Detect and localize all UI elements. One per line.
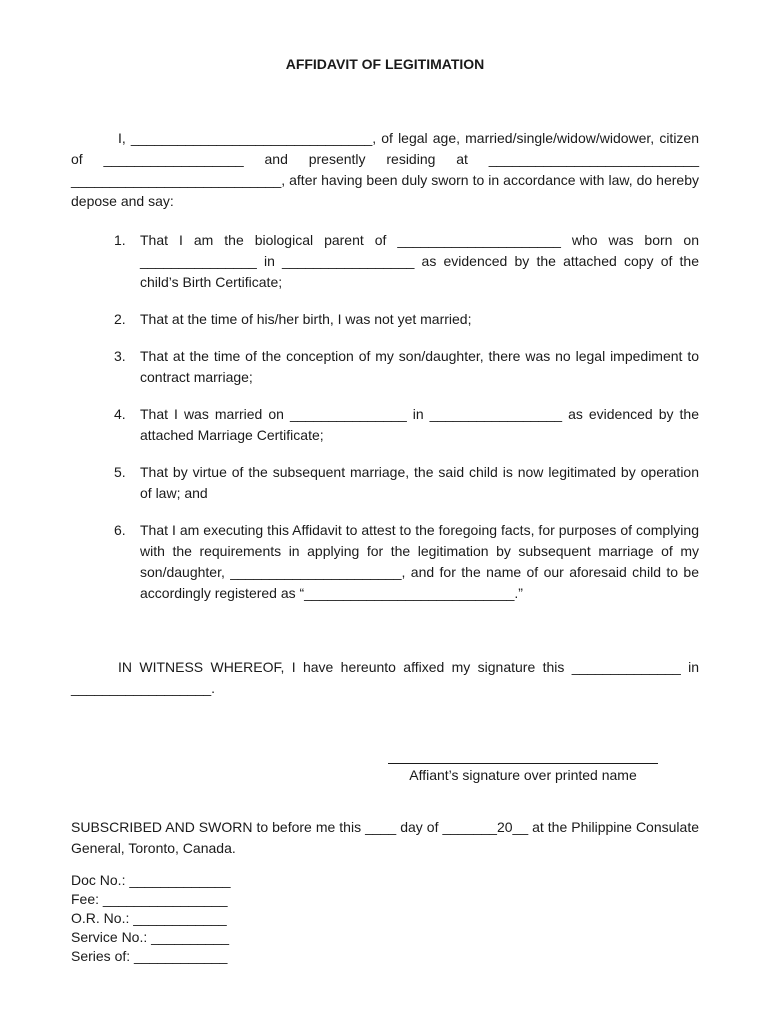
item-text: That at the time of the conception of my son/daughter, there was no legal impediment to contract marriage; <box>140 348 699 385</box>
item-text: That at the time of his/her birth, I was not yet married; <box>140 311 472 327</box>
signature-label: Affiant’s signature over printed name <box>409 767 637 783</box>
list-item <box>114 520 699 604</box>
fee-field: Fee: ________________ <box>71 891 228 907</box>
item-number: 6. <box>114 522 126 538</box>
witness-paragraph <box>71 657 699 699</box>
list-item <box>114 309 699 330</box>
item-text: That I am executing this Affidavit to attest to the foregoing facts, for purposes of complying with the requirements in applying for the legitimation by subsequent marriage of my son/daughter, ______________________, and for the name of our aforesaid child to be accordingly registered as “___________________________.” <box>140 522 699 601</box>
service-no-field: Service No.: __________ <box>71 929 229 945</box>
list-item <box>114 230 699 293</box>
or-no-field: O.R. No.: ____________ <box>71 910 227 926</box>
item-number: 4. <box>114 406 126 422</box>
item-number: 3. <box>114 348 126 364</box>
intro-paragraph <box>71 128 699 212</box>
item-text: That by virtue of the subsequent marriage, the said child is now legitimated by operation of law; and <box>140 464 699 501</box>
item-number: 2. <box>114 311 126 327</box>
item-number: 1. <box>114 232 126 248</box>
statements-list <box>114 230 699 620</box>
document-title: AFFIDAVIT OF LEGITIMATION <box>285 56 485 72</box>
item-text: That I was married on _______________ in _________________ as evidenced by the attached Marriage Certificate; <box>140 406 699 443</box>
item-number: 5. <box>114 464 126 480</box>
list-item <box>114 346 699 388</box>
list-item <box>114 462 699 504</box>
record-fields <box>71 871 371 966</box>
sworn-text: SUBSCRIBED AND SWORN to before me this ____ day of _______20__ at the Philippine Consulate General, Toronto, Canada. <box>71 819 699 856</box>
intro-text: I, _______________________________, of legal age, married/single/widow/widower, citizen of __________________ and presently residing at ___________________________ ___________________________, after having been duly sworn to in accordance with law, do hereby depose and say: <box>71 130 699 209</box>
signature-line <box>388 763 658 764</box>
series-of-field: Series of: ____________ <box>71 948 228 964</box>
witness-text: IN WITNESS WHEREOF, I have hereunto affixed my signature this ______________ in __________________. <box>71 659 699 696</box>
sworn-paragraph <box>71 817 699 859</box>
item-text: That I am the biological parent of _____________________ who was born on _______________ in _________________ as evidenced by the attached copy of the child’s Birth Certificate; <box>140 232 699 290</box>
list-item <box>114 404 699 446</box>
doc-no-field: Doc No.: _____________ <box>71 872 231 888</box>
